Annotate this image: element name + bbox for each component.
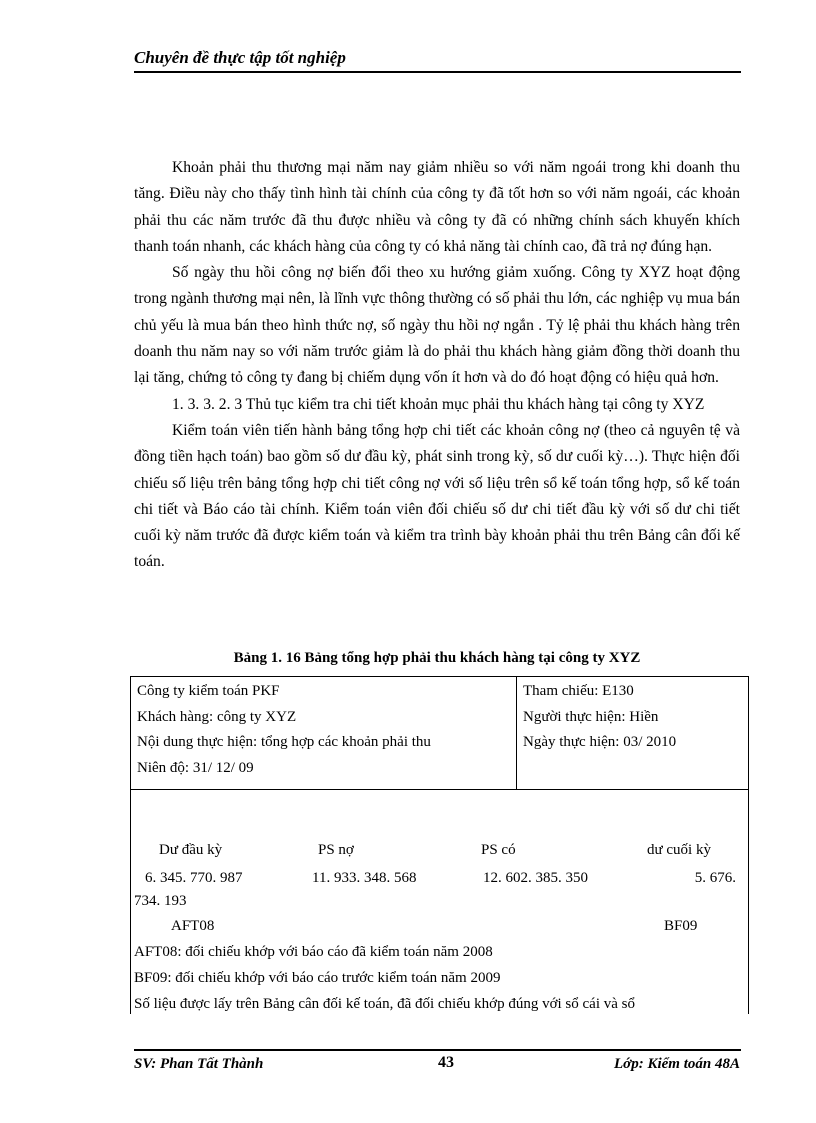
footer-student-name: SV: Phan Tất Thành: [134, 1056, 264, 1072]
value-closing-balance: 5. 676.: [694, 870, 736, 886]
paragraph-receivables-decrease: Khoản phải thu thương mại năm nay giảm nhiều so với năm ngoái trong khi doanh thu tăng. Điều này cho thấy tình hình tài chính của công ty đã tốt hơn so với năm ngoái, các khoản phải thu các năm trước đã thu được nhiều và công ty đã có những chính sách khuyến khích thanh toán nhanh, các khách hàng của công ty có khả năng tài chính cao, đã trả nợ đúng hạn.: [134, 159, 740, 255]
footer-class: Lớp: Kiểm toán 48A: [614, 1056, 740, 1072]
note-bf09: BF09: đối chiếu khớp với báo cáo trước kiểm toán năm 2009: [134, 970, 501, 986]
date-performed: Ngày thực hiện: 03/ 2010: [523, 734, 677, 751]
reference-mark-bf09: BF09: [664, 918, 698, 934]
fiscal-period: Niên độ: 31/ 12/ 09: [137, 759, 254, 776]
body-text: [134, 155, 740, 576]
value-closing-balance-continued: 734. 193: [134, 893, 187, 909]
header-debit-movement: PS nợ: [318, 842, 354, 858]
note-source: Số liệu được lấy trên Bảng cân đối kế toán, đã đối chiếu khớp đúng với sổ cái và sổ: [134, 996, 635, 1012]
paragraph-audit-procedure: Kiểm toán viên tiến hành bảng tổng hợp chi tiết các khoản công nợ (theo cả nguyên tệ và đồng tiền hạch toán) bao gồm số dư đầu kỳ, phát sinh trong kỳ, số dư cuối kỳ…). Thực hiện đối chiếu số liệu trên bảng tổng hợp chi tiết công nợ với số liệu trên sổ kế toán tổng hợp, sổ kế toán chi tiết và Báo cáo tài chính. Kiểm toán viên đối chiếu số dư chi tiết đầu kỳ với số dư chi tiết cuối kỳ năm trước đã được kiểm toán và kiểm tra trình bày khoản phải thu trên Bảng cân đối kế toán.: [134, 421, 740, 571]
page-number: 43: [438, 1054, 454, 1071]
note-aft08: AFT08: đối chiếu khớp với báo cáo đã kiểm toán năm 2008: [134, 944, 493, 960]
header-opening-balance: Dư đầu kỳ: [159, 842, 223, 858]
header-closing-balance: dư cuối kỳ: [647, 842, 711, 858]
page-header-title: Chuyên đề thực tập tốt nghiệp: [134, 48, 346, 67]
preparer: Người thực hiện: Hiền: [523, 708, 659, 725]
reference-code: Tham chiếu: E130: [523, 683, 634, 699]
table-caption: Bảng 1. 16 Bảng tổng hợp phải thu khách hàng tại công ty XYZ: [233, 650, 641, 666]
header-divider: [134, 71, 741, 73]
value-credit-movement: 12. 602. 385. 350: [483, 870, 588, 886]
reference-mark-aft08: AFT08: [171, 918, 215, 934]
work-content: Nội dung thực hiện: tổng hợp các khoản phải thu: [137, 734, 431, 751]
value-opening-balance: 6. 345. 770. 987: [145, 870, 243, 886]
receivables-summary-table: [130, 676, 749, 1014]
section-heading: 1. 3. 3. 2. 3 Thủ tục kiểm tra chi tiết khoản mục phải thu khách hàng tại công ty XYZ: [172, 395, 705, 413]
audit-info-right: [523, 679, 743, 756]
footer-divider: [134, 1049, 741, 1051]
paragraph-collection-days: Số ngày thu hồi công nợ biến đổi theo xu hướng giảm xuống. Công ty XYZ hoạt động trong ngành thương mại nên, là lĩnh vực thông thường có số phải thu lớn, các nghiệp vụ mua bán chủ yếu là mua bán theo hình thức nợ, số ngày thu hồi nợ ngắn . Tỷ lệ phải thu khách hàng trên doanh thu năm nay so với năm trước giảm là do phải thu khách hàng giảm đồng thời doanh thu lại tăng, chứng tỏ công ty đang bị chiếm dụng vốn ít hơn và do đó hoạt động có hiệu quả hơn.: [134, 264, 740, 387]
row-divider: [131, 789, 748, 790]
client-name: Khách hàng: công ty XYZ: [137, 708, 297, 725]
column-divider: [516, 677, 517, 789]
header-credit-movement: PS có: [481, 842, 516, 858]
value-debit-movement: 11. 933. 348. 568: [312, 870, 417, 886]
audit-info-left: [137, 679, 509, 781]
audit-firm: Công ty kiểm toán PKF: [137, 683, 280, 699]
